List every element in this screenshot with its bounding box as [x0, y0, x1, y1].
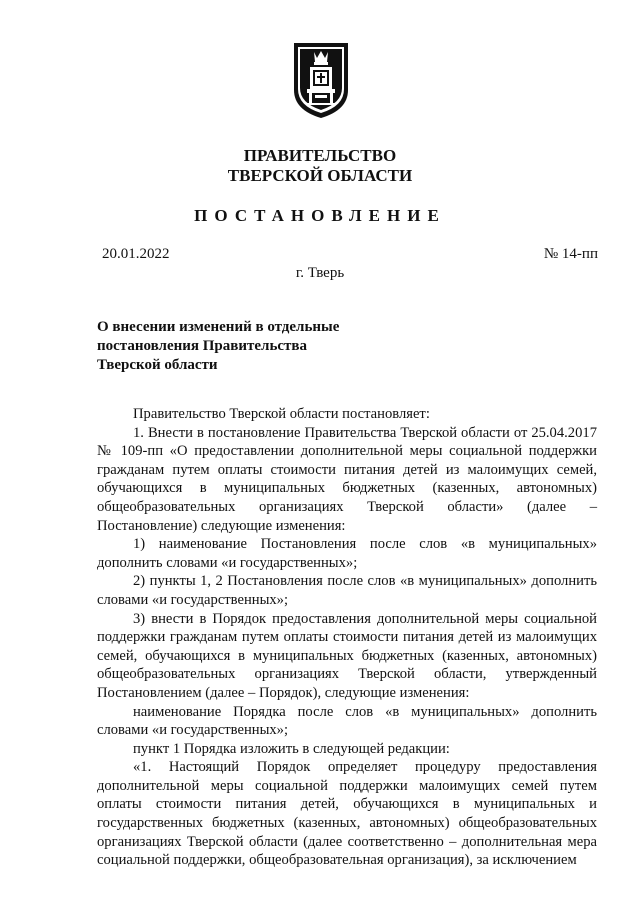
- subject-line: постановления Правительства: [97, 338, 307, 354]
- government-title-line1: ПРАВИТЕЛЬСТВО: [243, 146, 397, 165]
- tver-coat-of-arms-icon: [290, 40, 352, 120]
- subject-line: О внесении изменений в отдельные: [97, 319, 340, 335]
- document-body: [97, 405, 597, 870]
- body-paragraph: 3) внести в Порядок предоставления дополнительной меры социальной поддержки гражданам путем оплаты стоимости питания детей из малоимущих семей, обучающихся в муниципальных бюджетных (казенных, автономных) общеобразовательных организациях Тверской области, утвержденный Постановлением (далее – Порядок), следующие изменения:: [97, 610, 597, 701]
- government-title-line2: ТВЕРСКОЙ ОБЛАСТИ: [227, 166, 413, 185]
- document-city: г. Тверь: [295, 265, 345, 281]
- body-paragraph: 2) пункты 1, 2 Постановления после слов «в муниципальных» дополнить словами «и государственных»;: [97, 573, 597, 608]
- body-paragraph: Правительство Тверской области постановляет:: [133, 406, 430, 422]
- body-paragraph: 1. Внести в постановление Правительства Тверской области от 25.04.2017 № 109-пп «О предоставлении дополнительной меры социальной поддержки гражданам путем оплаты стоимости питания детей из малоимущих семей, обучающихся в муниципальных бюджетных (казенных, автономных) общеобразовательных организациях Тверской области» (далее – Постановление) следующие изменения:: [97, 424, 597, 534]
- body-paragraph: «1. Настоящий Порядок определяет процедуру предоставления дополнительной меры социальной поддержки малоимущих семей путем оплаты стоимости питания детей, обучающихся в муниципальных и государственных бюджетных (казенных, автономных) общеобразовательных организациях Тверской области (далее соответственно – дополнительная мера социальной поддержки, общеобразовательная организация), за исключением: [97, 759, 597, 869]
- subject-line: Тверской области: [97, 357, 218, 373]
- document-date: 20.01.2022: [102, 246, 170, 262]
- document-number: № 14-пп: [543, 246, 598, 262]
- document-subject: [97, 318, 339, 375]
- body-paragraph: наименование Порядка после слов «в муниципальных» дополнить словами «и государственных»;: [97, 703, 597, 739]
- body-paragraph: 1) наименование Постановления после слов «в муниципальных» дополнить словами «и государственных»;: [97, 536, 597, 571]
- body-paragraph: пункт 1 Порядка изложить в следующей редакции:: [133, 740, 450, 757]
- document-type: ПОСТАНОВЛЕНИЕ: [194, 206, 446, 225]
